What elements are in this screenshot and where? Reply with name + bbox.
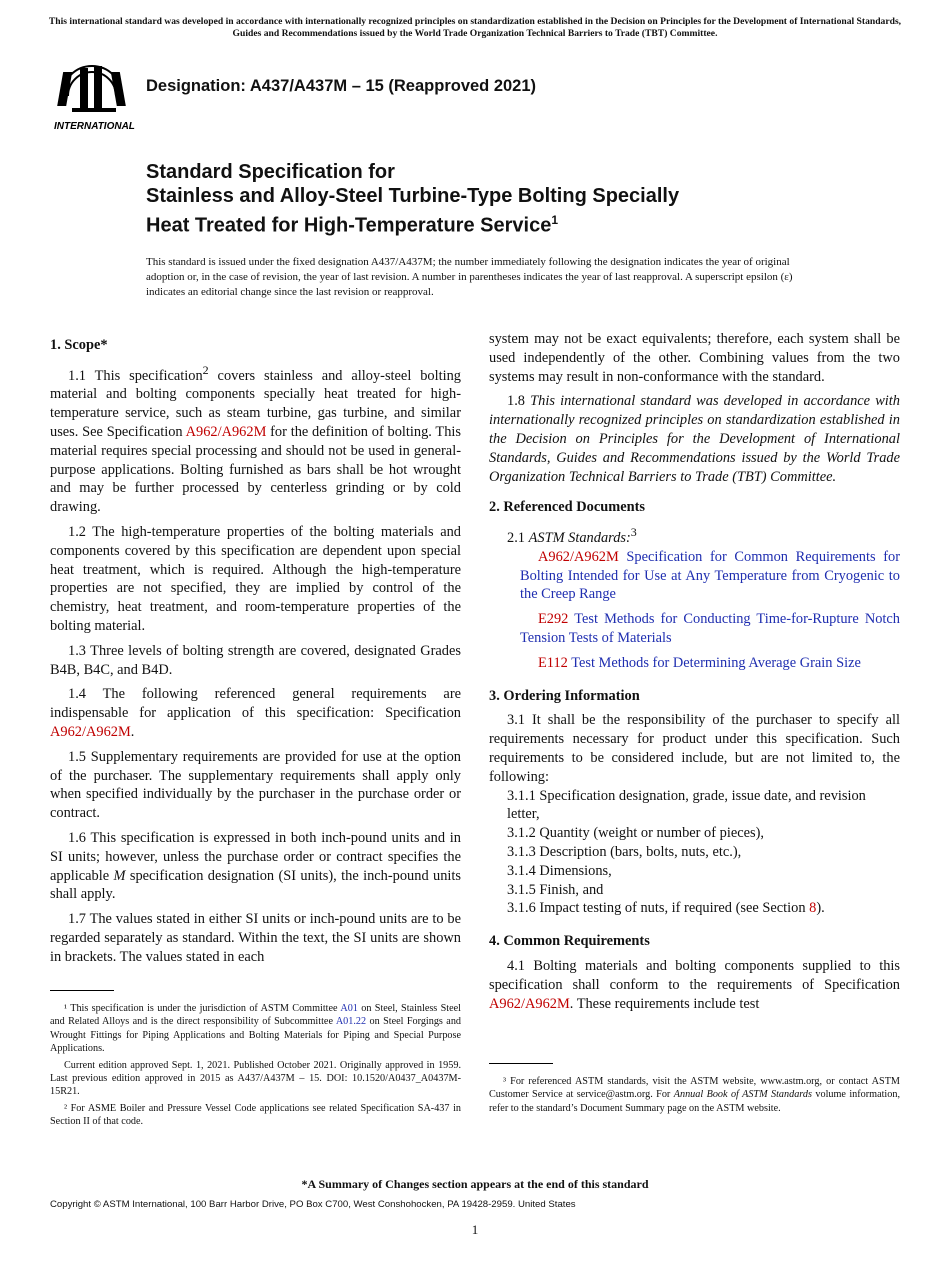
link-section-8[interactable]: 8 [809,900,817,917]
section-heading-common: 4. Common Requirements [489,933,650,950]
ordering-item: 3.1.4 Dimensions, [507,862,612,879]
logo-wordmark: INTERNATIONAL [54,121,135,132]
paragraph-1-7-continued: system may not be exact equivalents; therefore, each system shall be used independently of the other. Combining values from the two systems may result in non-conformance with the standard. [489,331,900,385]
ordering-item: 3.1.1 Specification designation, grade, issue date, and revision letter, [507,787,866,823]
paragraph-4-1: 4.1 Bolting materials and bolting components supplied to this specification shall conform to the requirements of Specification A962/A962M. These requirements include test [489,957,900,1012]
astm-logo [52,56,136,132]
reference-item[interactable]: A962/A962M Specification for Common Requirements for Bolting Intended for Use at Any Temperature from Cryogenic to the Creep Range [520,548,900,603]
footnote-1: ¹ This specification is under the jurisdiction of ASTM Committee A01 on Steel, Stainless Steel and Related Alloys and is the direct responsibility of Subcommittee A01.22 on Steel Forgings and Wrought Fittings for Piping Applications and Bolting Materials for Piping and Special Purpose Applications. [50,1003,462,1055]
title-footnote-mark: 1 [551,213,558,227]
reference-item[interactable]: E292 Test Methods for Conducting Time-for-Rupture Notch Tension Tests of Materials [520,611,900,646]
paragraph-1-6: 1.6 This specification is expressed in both inch-pound units and in SI units; however, unless the purchase order or contract specifies the applicable M specification designation (SI units), the inch-pound units shall apply. [50,829,461,903]
title-line-3-text: Heat Treated for High-Temperature Service [146,214,552,237]
copyright: Copyright © ASTM International, 100 Barr Harbor Drive, PO Box C700, West Conshohocken, PA 19428-2959. United States [50,1199,576,1210]
link-a01-22[interactable]: A01.22 [335,1016,367,1028]
title-line-1: Standard Specification for [146,161,395,183]
document-title [146,160,846,238]
section-heading-scope: 1. Scope* [50,337,108,353]
footnote-ref-2[interactable]: 2 [202,362,209,377]
paragraph-3-1: 3.1 It shall be the responsibility of the purchaser to specify all requirements necessary for product under this specification. Such requirements to be considered include, but are not limited to, the following: [489,712,900,785]
footnotes-right [489,1075,900,1118]
link-a962[interactable]: A962/A962M [489,995,570,1012]
astm-standards-subheading: 2.1 ASTM Standards:$^3$ [507,525,637,546]
footnote-2: ² For ASME Boiler and Pressure Vessel Code applications see related Specification SA-437 in Section II of that code. [50,1102,461,1128]
paragraph-1-3: 1.3 Three levels of bolting strength are covered, designated Grades B4B, B4C, and B4D. [50,642,461,678]
link-a962[interactable]: A962/A962M [50,723,131,740]
paragraph-1-8: 1.8 This international standard was developed in accordance with internationally recognized principles on standardization established in the Decision on Principles for the Development of International Standards, Guides and Recommendations issued by the World Trade Organization Technical Barriers to Trade (TBT) Committee. [489,393,900,485]
ordering-item: 3.1.5 Finish, and [507,881,604,898]
left-column [50,330,461,973]
title-line-3 [146,208,846,238]
ordering-item: 3.1.6 Impact testing of nuts, if required (see Section 8). [507,900,825,917]
paragraph-1-5: 1.5 Supplementary requirements are provided for use at the option of the purchaser. The supplementary requirements shall apply only when specified individually by the purchaser in the purchase order or contract. [50,748,461,822]
footnote-rule [50,990,114,991]
designation: Designation: A437/A437M – 15 (Reapproved 2021) [146,77,537,95]
top-notice: This international standard was developed in accordance with internationally recognized principles on standardization established in the Decision on Principles for the Development of International Standards, Guides and Recommendations issued by the World Trade Organization Technical Barriers to Trade (TBT) Committee. [48,16,902,39]
ordering-item: 3.1.3 Description (bars, bolts, nuts, etc.), [507,843,742,860]
section-heading-referenced: 2. Referenced Documents [489,499,645,516]
footnote-1-edition: Current edition approved Sept. 1, 2021. Published October 2021. Originally approved in 1959. Last previous edition approved in 2015 as A437/A437M – 15. DOI: 10.1520/A0437_A0437M-15R21. [50,1059,461,1098]
section-heading-ordering: 3. Ordering Information [489,687,640,704]
summary-of-changes-note: *A Summary of Changes section appears at the end of this standard [301,1177,649,1191]
link-a962[interactable]: A962/A962M [185,423,267,440]
footnotes-left [50,1002,461,1132]
reference-item[interactable]: E112 Test Methods for Determining Average Grain Size [538,654,861,671]
page-number: 1 [471,1222,479,1237]
title-line-2: Stainless and Alloy-Steel Turbine-Type Bolting Specially [146,185,680,207]
paragraph-1-2: 1.2 The high-temperature properties of the bolting materials and components covered by this specification are dependent upon special heat treatment, which is required. Although the high-temperature properties are not specified, they are implied by control of the chemistry, heat treatment, and room-temperature properties of the bolting material. [50,523,461,634]
standard-note: This standard is issued under the fixed designation A437/A437M; the number immediately following the designation indicates the year of original adoption or, in the case of revision, the year of last revision. A number in parentheses indicates the year of last reapproval. A superscript epsilon (ε) indicates an editorial change since the last revision or reapproval. [146,256,793,298]
right-column [489,330,900,1019]
paragraph-1-7: 1.7 The values stated in either SI units or inch-pound units are to be regarded separately as standard. Within the text, the SI units are shown in brackets. The values stated in each [50,911,461,965]
footnote-rule [489,1063,553,1064]
link-a01[interactable]: A01 [340,1003,358,1014]
footnote-3: ³ For referenced ASTM standards, visit the ASTM website, www.astm.org, or contact ASTM Customer Service at service@astm.org. For Annual Book of ASTM Standards volume information, refer to the standard’s Document Summary page on the ASTM website. [489,1076,900,1114]
footnote-ref-3[interactable]: 3 [630,525,637,540]
paragraph-1-4: 1.4 The following referenced general requirements are indispensable for application of this specification: Specification A962/A962M. [50,686,461,740]
paragraph-1-1: 1.1 This specification$^2$ covers stainless and alloy-steel bolting material and bolting components specially heat treated for high-temperature service, such as steam turbine, gas turbine, and similar uses. See Specification A962/A962M for the definition of bolting. This material requires special processing and should not be used in general-purpose applications. Bolting furnished as bars shall be hot wrought and may be further processed by centerless grinding or by cold drawing. [50,362,461,516]
ordering-item: 3.1.2 Quantity (weight or number of pieces), [507,825,764,842]
